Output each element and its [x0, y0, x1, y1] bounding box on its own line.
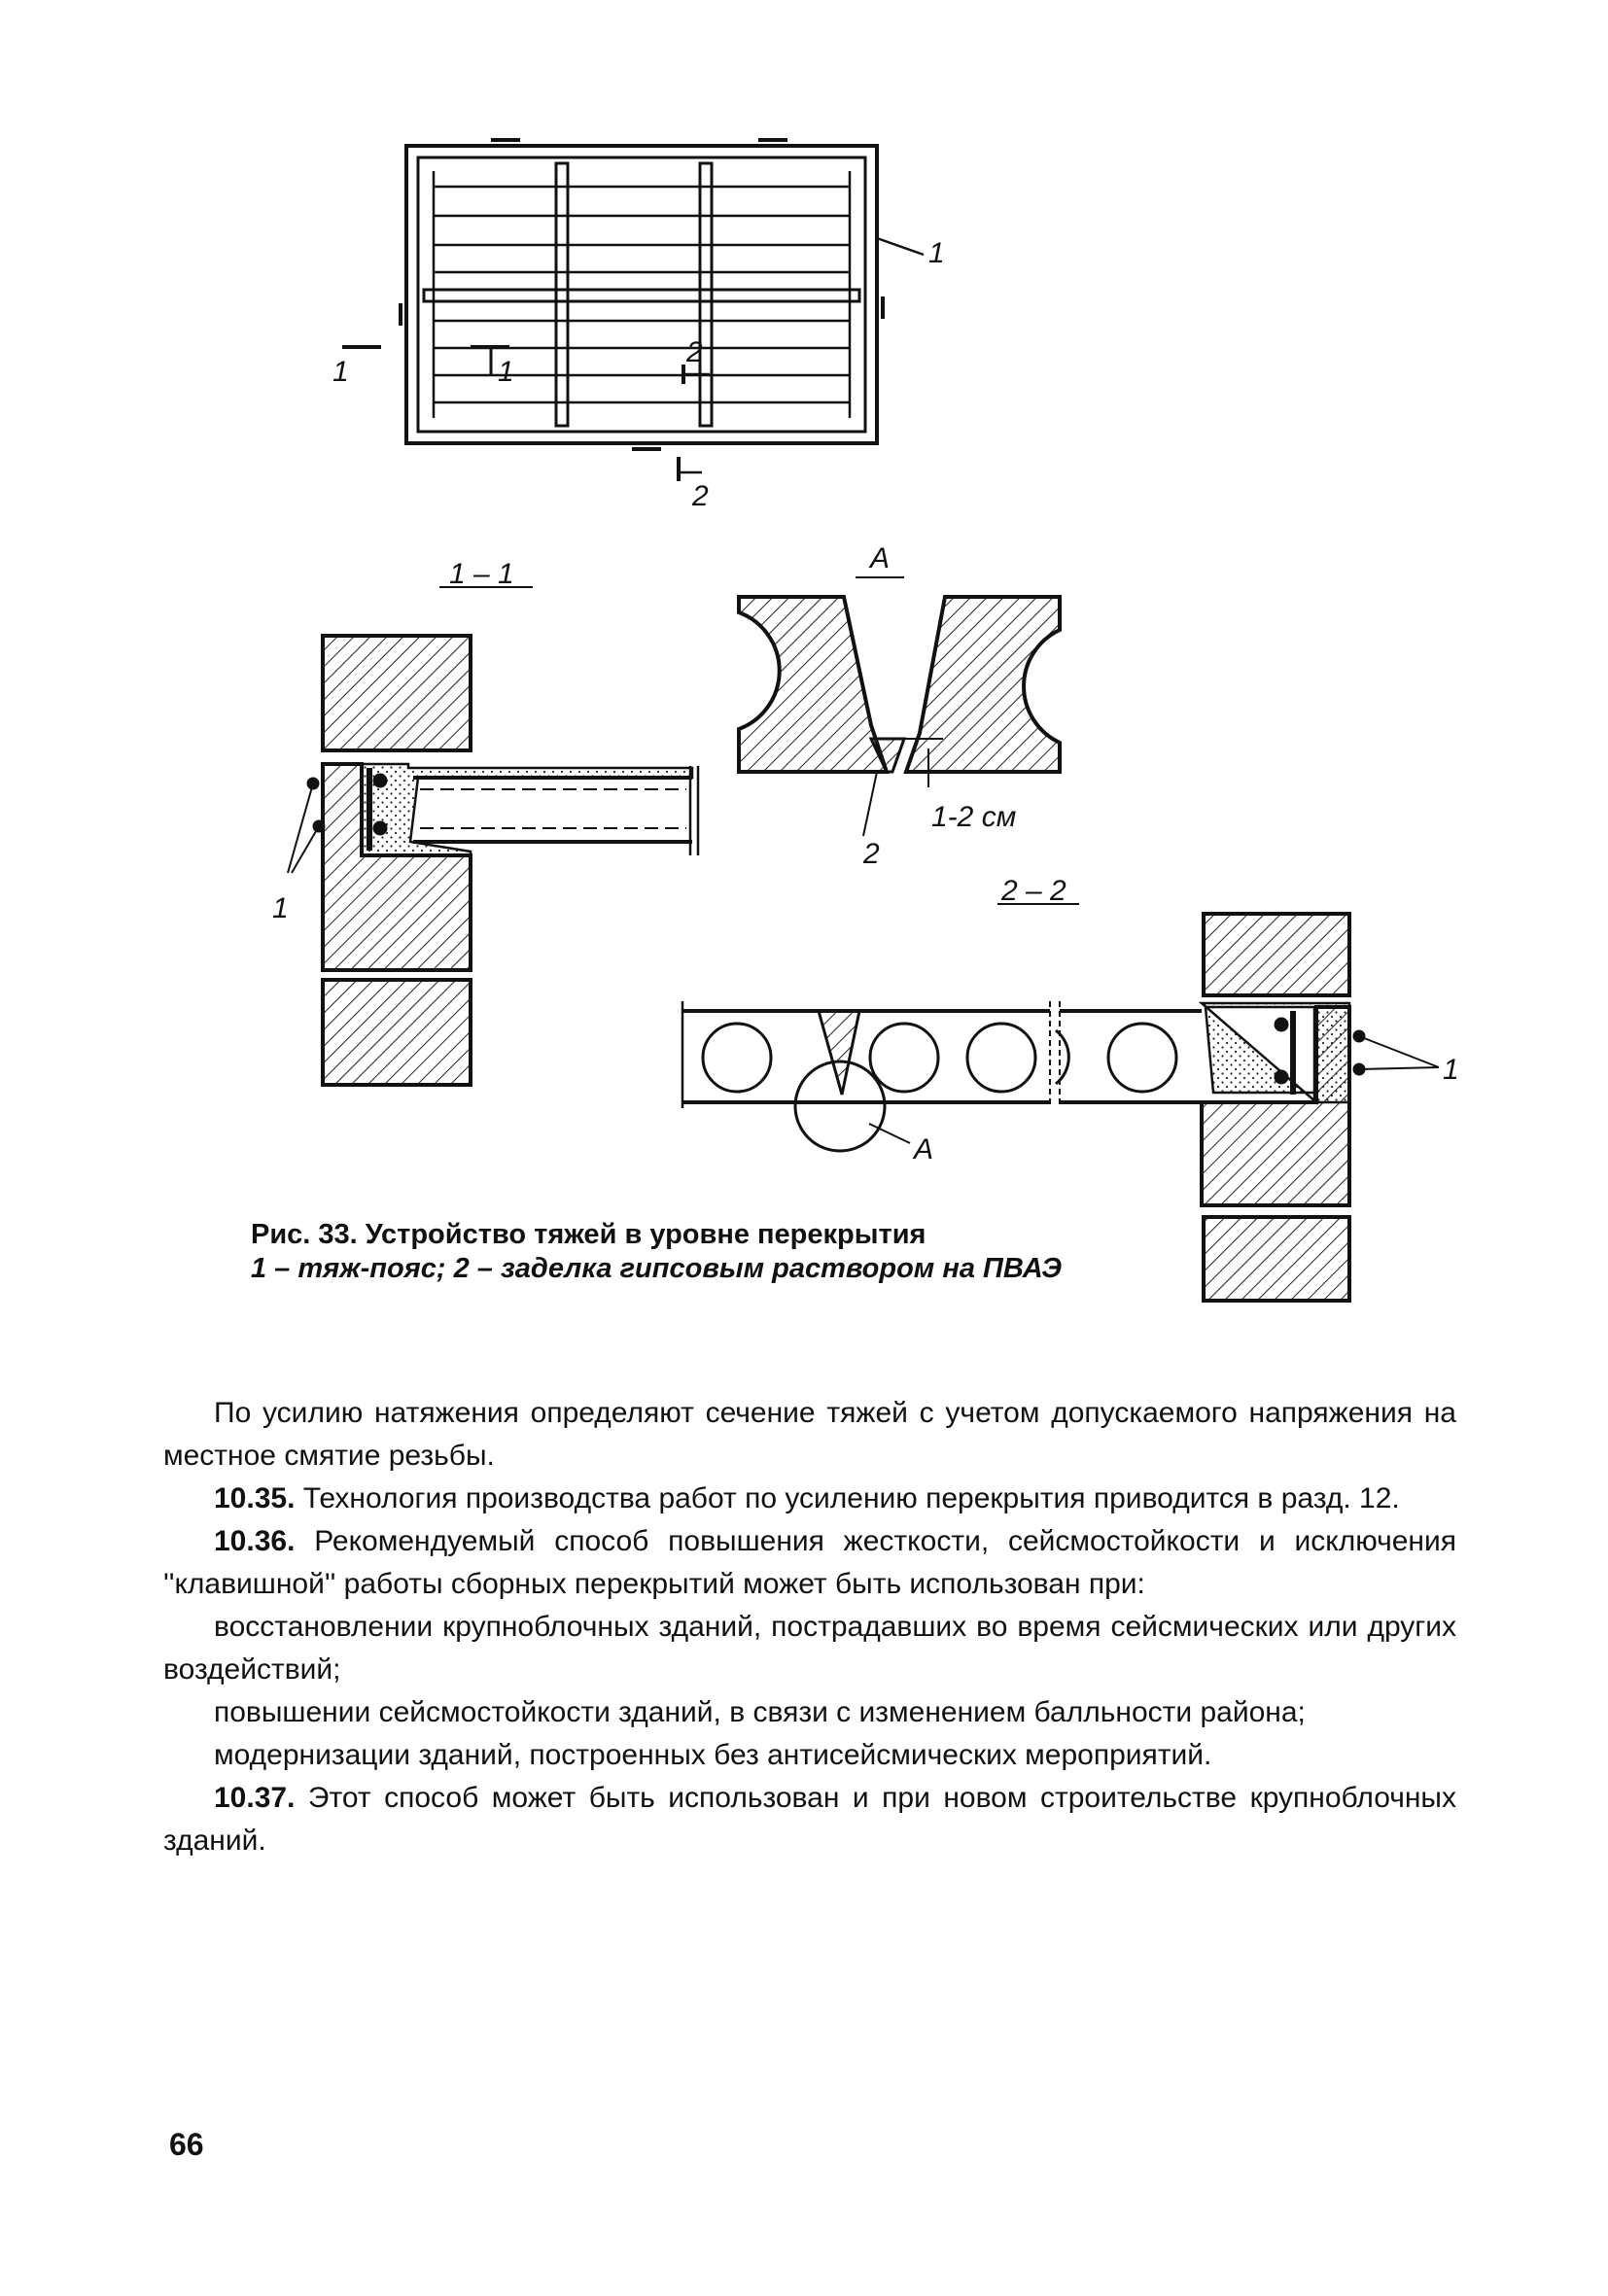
list-item: модернизации зданий, построенных без антисейсмических мероприятий. — [214, 1739, 1212, 1771]
plan-section-mark-1-inner: 1 — [498, 356, 514, 388]
page-number: 66 — [169, 2127, 204, 2162]
section-2-2-title: 2 – 2 — [1001, 875, 1066, 907]
figure-caption-legend: 1 – тяж-пояс; 2 – заделка гипсовым раствором на ПВАЭ — [251, 1253, 1063, 1284]
figure-caption — [251, 1218, 1184, 1286]
detail-a-label-2: 2 — [863, 838, 880, 870]
figure-caption-title: Рис. 33. Устройство тяжей в уровне перекрытия — [251, 1219, 926, 1250]
list-item: повышении сейсмостойкости зданий, в связи с изменением балльности района; — [214, 1696, 1306, 1728]
plan-section-mark-2-inner: 2 — [686, 336, 703, 368]
section-1-1 — [288, 587, 698, 1085]
plan-section-mark-1: 1 — [332, 356, 349, 388]
plan-label-1: 1 — [928, 237, 945, 269]
paragraph: По усилию натяжения определяют сечение тяжей с учетом допускаемого напряжения на местное смятие резьбы. — [163, 1397, 1456, 1472]
paragraph: 10.37. Этот способ может быть использован и при новом строительстве крупноблочных зданий. — [163, 1782, 1456, 1857]
section-1-1-title: 1 – 1 — [449, 558, 514, 590]
detail-a-dimension: 1-2 см — [931, 801, 1017, 833]
section-2-2-label-1: 1 — [1443, 1054, 1459, 1086]
list-item: восстановлении крупноблочных зданий, пострадавших во время сейсмических или других воздействий; — [163, 1611, 1456, 1686]
body-text — [163, 1392, 1456, 1862]
section-2-2-label-a: A — [914, 1133, 934, 1165]
detail-a — [739, 577, 1060, 836]
section-1-1-label-1: 1 — [272, 892, 289, 924]
paragraph: 10.36. Рекомендуемый способ повышения жесткости, сейсмостойкости и исключения ''клавишной'' работы сборных перекрытий может быть использован при: — [163, 1525, 1456, 1600]
plan-view — [342, 140, 924, 481]
paragraph: 10.35. Технология производства работ по усилению перекрытия приводится в разд. 12. — [214, 1482, 1400, 1514]
plan-section-mark-2: 2 — [692, 480, 709, 512]
detail-a-title: A — [870, 542, 891, 574]
